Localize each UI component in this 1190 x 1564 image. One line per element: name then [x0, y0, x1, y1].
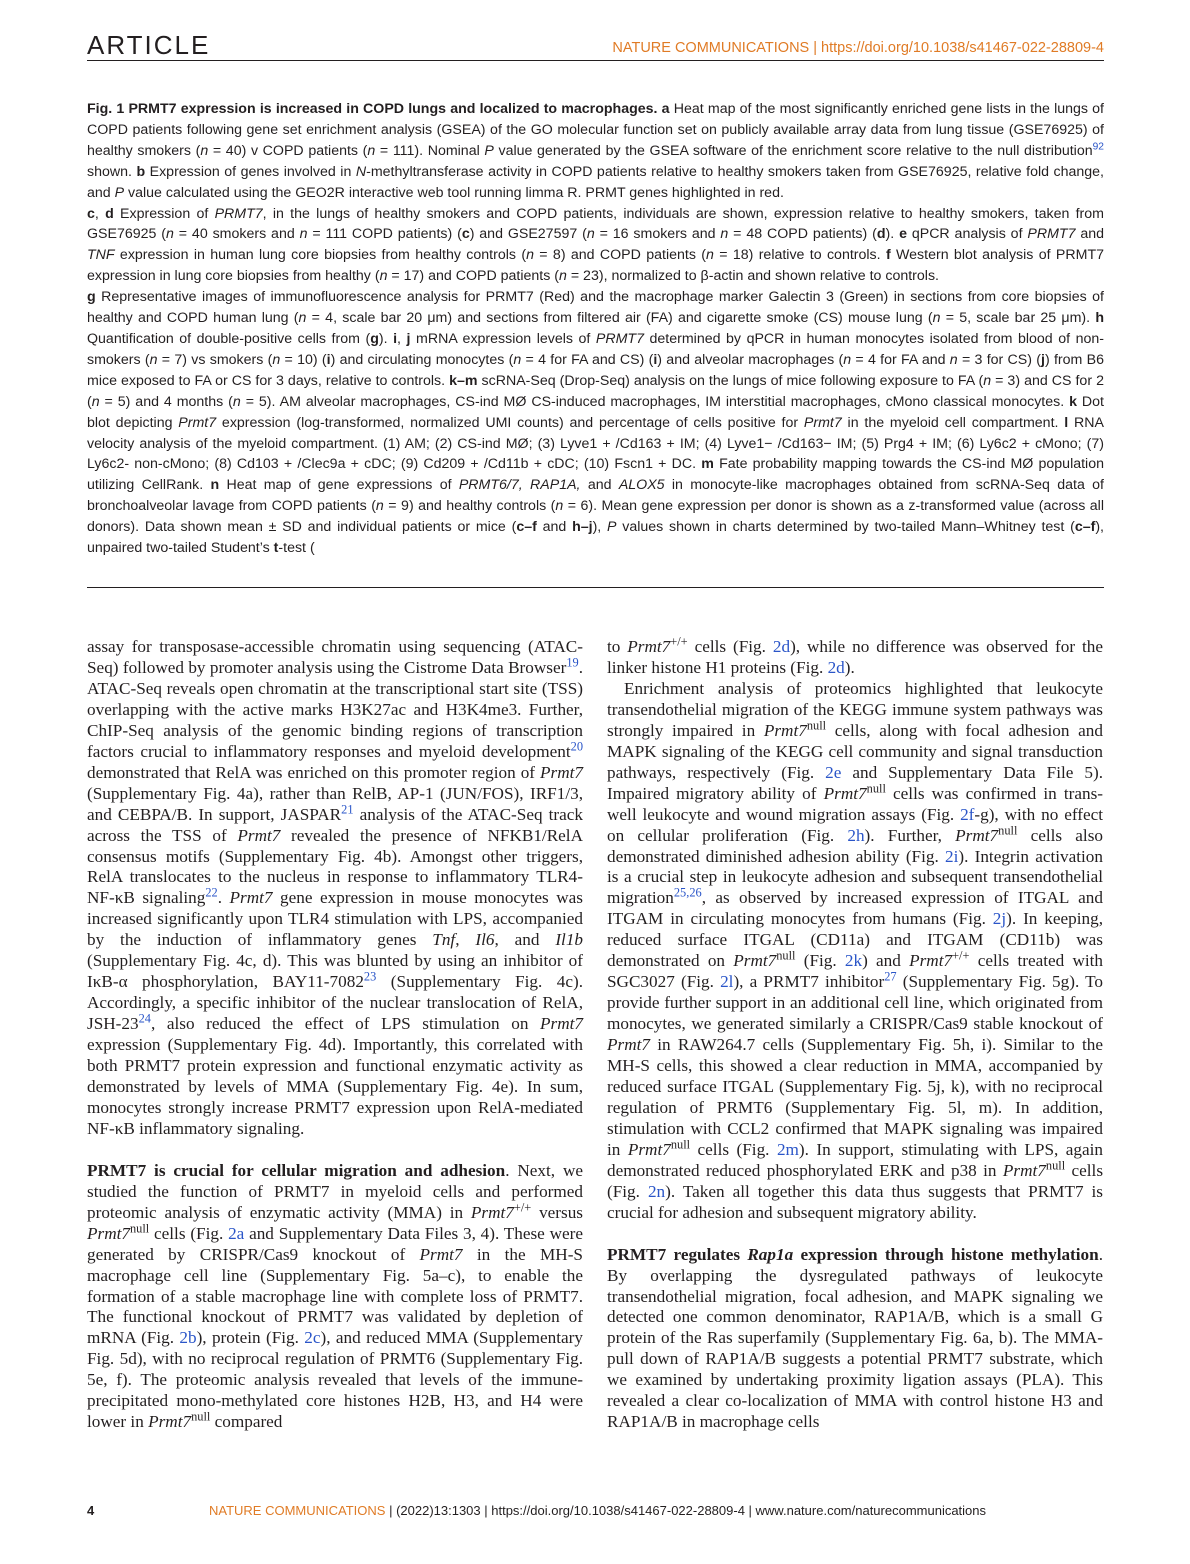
citation-link[interactable]: 27 — [884, 969, 897, 984]
footer-links[interactable]: | (2022)13:1303 | https://doi.org/10.1038/s41467-022-28809-4 | www.nature.com/naturecommunications — [385, 1503, 987, 1518]
citation-link[interactable]: 21 — [341, 801, 354, 816]
citation-link[interactable]: 23 — [363, 969, 377, 984]
figure-link[interactable]: 2b — [179, 1328, 197, 1348]
journal-doi-link[interactable]: NATURE COMMUNICATIONS | https://doi.org/10.1038/s41467-022-28809-4 — [612, 40, 1104, 56]
section-heading: PRMT7 is crucial for cellular migration and adhesion — [87, 1160, 506, 1180]
paragraph: PRMT7 regulates Rap1a expression through histone methylation. By overlapping the dysregulated pathways of leukocyte transendothelial migration, focal adhesion, and MAPK signaling we detected one common denominator, RAP1A/B, which is a small G protein of the Ras superfamily (Supplementary Fig. 6a, b). The MMA-pull down of RAP1A/B suggests a potential PRMT7 substrate, which we examined by undertaking proximity ligation assays (PLA). This revealed a clear co-localization of MMA with control histone H3 and RAP1A/B in macrophage cells — [607, 1244, 1104, 1432]
citation-link[interactable]: 24 — [138, 1011, 151, 1026]
paragraph: PRMT7 is crucial for cellular migration and adhesion. Next, we studied the function of PRMT7 in myeloid cells and performed proteomic analysis of enzymatic activity (MMA) in Prmt7+/+ versus $Prmt7^{null}$ cells (Fig. 2a and Supplementary Data Files 3, 4). These were generated by CRISPR/Cas9 knockout of Prmt7 in the MH-S macrophage cell line (Supplementary Fig. 5a–c), to enable the formation of a stable macrophage line with complete loss of PRMT7. The functional knockout of PRMT7 was validated by depletion of mRNA (Fig. 2b), protein (Fig. 2c), and reduced MMA (Supplementary Fig. 5d), with no reciprocal regulation of PRMT6 (Supplementary Fig. 5e, f). The proteomic analysis revealed that levels of the immune-precipitated mono-methylated core histones H2B, H3, and H4 were lower in $Prmt7^{null}$ compared — [87, 1160, 583, 1432]
citation-link[interactable]: 19 — [566, 655, 579, 670]
paragraph: assay for transposase-accessible chromatin using sequencing (ATAC-Seq) followed by promoter analysis using the Cistrome Data Browser$^{19}$. ATAC-Seq reveals open chromatin at the transcriptional start site (TSS) overlapping with the active marks H3K27ac and H3K4me3. Further, ChIP-Seq analysis of the genomic binding regions of transcription factors crucial to inflammatory responses and myeloid development$^{20}$ demonstrated that RelA was enriched on this promoter region of Prmt7 (Supplementary Fig. 4a), rather than RelB, AP-1 (JUN/FOS), IRF1/3, and CEBPA/B. In support, JASPAR$^{21}$ analysis of the ATAC-Seq track across the TSS of Prmt7 revealed the presence of NFKB1/RelA consensus motifs (Supplementary Fig. 4b). Amongst other triggers, RelA translocates to the nucleus in response to inflammatory TLR4-NF-κB signaling$^{22}$. Prmt7 gene expression in mouse monocytes was increased significantly upon TLR4 stimulation with LPS, accompanied by the induction of inflammatory genes Tnf, Il6, and Il1b (Supplementary Fig. 4c, d). This was blunted by using an inhibitor of IκB-α phosphorylation, BAY11-7082$^{23}$ (Supplementary Fig. 4c). Accordingly, a specific inhibitor of the nuclear translocation of RelA, JSH-23$^{24}$, also reduced the effect of LPS stimulation on Prmt7 expression (Supplementary Fig. 4d). Importantly, this correlated with both PRMT7 protein expression and functional enzymatic activity as demonstrated by levels of MMA (Supplementary Fig. 4e). In sum, monocytes strongly increase PRMT7 expression upon RelA-mediated NF-κB inflammatory signaling. — [87, 637, 584, 1138]
citation-link[interactable]: 22 — [205, 885, 218, 900]
left-text-column — [87, 637, 583, 1433]
figure-link[interactable]: 2k — [844, 951, 863, 971]
caption-divider — [87, 587, 1104, 588]
citation-link[interactable]: 20 — [570, 739, 583, 754]
figure-link[interactable]: 2e — [825, 762, 842, 782]
figure-caption: Fig. 1 PRMT7 expression is increased in COPD lungs and localized to macrophages. a Heat map of the most significantly enriched gene lists in the lungs of COPD patients following gene set enrichment analysis (GSEA) of the GO molecular function set on publicly available array data from lung tissue (GSE76925) of healthy smokers (n = 40) v COPD patients (n = 111). Nominal P value generated by the GSEA software of the enrichment score relative to the null distribution$^{92}$ shown. b Expression of genes involved in N-methyltransferase activity in COPD patients relative to healthy smokers taken from GSE76925, relative fold change, and P value calculated using the GEO2R interactive web tool running limma R. PRMT genes highlighted in red. c, d Expression of PRMT7, in the lungs of healthy smokers and COPD patients, individuals are shown, expression relative to healthy smokers, taken from GSE76925 (n = 40 smokers and n = 111 COPD patients) (c) and GSE27597 (n = 16 smokers and n = 48 COPD patients) (d). e qPCR analysis of PRMT7 and TNF expression in human lung core biopsies from healthy controls (n = 8) and COPD patients (n = 18) relative to controls. f Western blot analysis of PRMT7 expression in lung core biopsies from healthy (n = 17) and COPD patients (n = 23), normalized to β-actin and shown relative to controls. g Representative images of immunofluorescence analysis for PRMT7 (Red) and the macrophage marker Galectin 3 (Green) in sections from core biopsies of healthy and COPD human lung (n = 4, scale bar 20 μm) and sections from filtered air (FA) and cigarette smoke (CS) mouse lung (n = 5, scale bar 25 μm). h Quantification of double-positive cells from (g). i, j mRNA expression levels of PRMT7 determined by qPCR in human monocytes isolated from blood of non-smokers (n = 7) vs smokers (n = 10) (i) and circulating monocytes (n = 4 for FA and CS) (i) and alveolar macrophages (n = 4 for FA and n = 3 for CS) (j) from B6 mice exposed to FA or CS for 3 days, relative to controls. k–m scRNA-Seq (Drop-Seq) analysis on the lungs of mice following exposure to FA (n = 3) and CS for 2 (n = 5) and 4 months (n = 5). AM alveolar macrophages, CS-ind MØ CS-induced macrophages, IM interstitial macrophages, cMono classical monocytes. k Dot blot depicting Prmt7 expression (log-transformed, normalized UMI counts) and percentage of cells positive for Prmt7 in the myeloid cell compartment. l RNA velocity analysis of the myeloid compartment. (1) AM; (2) CS-ind MØ; (3) Lyve1 + /Cd163 + IM; (4) Lyve1− /Cd163− IM; (5) Prg4 + IM; (6) Ly6c2 + cMono; (7) Ly6c2- non-cMono; (8) Cd103 + /Clec9a + cDC; (9) Cd209 + /Cd11b + cDC; (10) Fscn1 + DC. m Fate probability mapping towards the CS-ind MØ population utilizing CellRank. n Heat map of gene expressions of PRMT6/7, RAP1A, and ALOX5 in monocyte-like macrophages obtained from scRNA-Seq data of bronchoalveolar lavage from COPD patients (n = 9) and healthy controls (n = 6). Mean gene expression per donor is shown as a z-transformed value (across all donors). Data shown mean ± SD and individual patients or mice (c–f and h–j), P values shown in charts determined by two-tailed Mann–Whitney test (c–f), unpaired two-tailed Student’s t-test ( — [87, 101, 1105, 557]
header-divider — [87, 60, 1104, 61]
article-label: ARTICLE — [87, 30, 211, 60]
paragraph: to Prmt7+/+ cells (Fig. 2d), while no difference was observed for the linker histone H1 proteins (Fig. 2d). — [607, 634, 1104, 677]
figure-link[interactable]: 2d — [772, 637, 791, 656]
citation-link[interactable]: 25,26 — [673, 885, 702, 900]
figure-link[interactable]: 2l — [720, 972, 734, 992]
footer-journal-name: NATURE COMMUNICATIONS — [209, 1503, 386, 1518]
right-text-column — [607, 634, 1104, 1433]
citation-link[interactable]: 92 — [1092, 141, 1104, 153]
figure-link[interactable]: 2m — [776, 1139, 799, 1159]
caption-label: Fig. 1 PRMT7 expression is increased in COPD lungs and localized to macrophages. — [87, 101, 658, 117]
figure-link[interactable]: 2i — [945, 846, 959, 866]
footer-citation — [209, 1503, 986, 1518]
paragraph: Enrichment analysis of proteomics highlighted that leukocyte transendothelial migration of the KEGG immune system pathways was strongly impaired in $Prmt7^{null}$ cells, along with focal adhesion and MAPK signaling of the KEGG cell community and signal transduction pathways, respectively (Fig. 2e and Supplementary Data File 5). Impaired migratory ability of $Prmt7^{null}$ cells was confirmed in trans-well leukocyte and wound migration assays (Fig. 2f-g), with no effect on cellular proliferation (Fig. 2h). Further, $Prmt7^{null}$ cells also demonstrated diminished adhesion ability (Fig. 2i). Integrin activation is a crucial step in leukocyte adhesion and subsequent transendothelial migration$^{25,26}$, as observed by increased expression of ITGAL and ITGAM in circulating monocytes from humans (Fig. 2j). In keeping, reduced surface ITGAL (CD11a) and ITGAM (CD11b) was demonstrated on $Prmt7^{null}$ (Fig. 2k) and Prmt7+/+ cells treated with SGC3027 (Fig. 2l), a PRMT7 inhibitor$^{27}$ (Supplementary Fig. 5g). To provide further support in an additional cell line, which originated from monocytes, we generated similarly a CRISPR/Cas9 stable knockout of Prmt7 in RAW264.7 cells (Supplementary Fig. 5h, i). Similar to the MH-S cells, this showed a clear reduction in MMA, accompanied by reduced surface ITGAL (Supplementary Fig. 5j, k), with no reciprocal regulation of PRMT6 (Supplementary Fig. 5l, m). In addition, stimulation with CCL2 confirmed that MAPK signaling was impaired in $Prmt7^{null}$ cells (Fig. 2m). In support, stimulating with LPS, again demonstrated reduced phosphorylated ERK and p38 in $Prmt7^{null}$ cells (Fig. 2n). Taken all together this data thus suggests that PRMT7 is crucial for adhesion and subsequent migratory ability. — [607, 678, 1104, 1222]
figure-link[interactable]: 2n — [647, 1181, 666, 1201]
section-heading: PRMT7 regulates — [607, 1244, 748, 1264]
figure-link[interactable]: 2j — [992, 909, 1007, 929]
figure-link[interactable]: 2f — [960, 804, 975, 824]
figure-link[interactable]: 2c — [304, 1328, 321, 1348]
page-number: 4 — [87, 1503, 95, 1518]
figure-link[interactable]: 2h — [847, 825, 865, 845]
figure-link[interactable]: 2a — [228, 1223, 245, 1243]
figure-link[interactable]: 2d — [827, 657, 845, 677]
